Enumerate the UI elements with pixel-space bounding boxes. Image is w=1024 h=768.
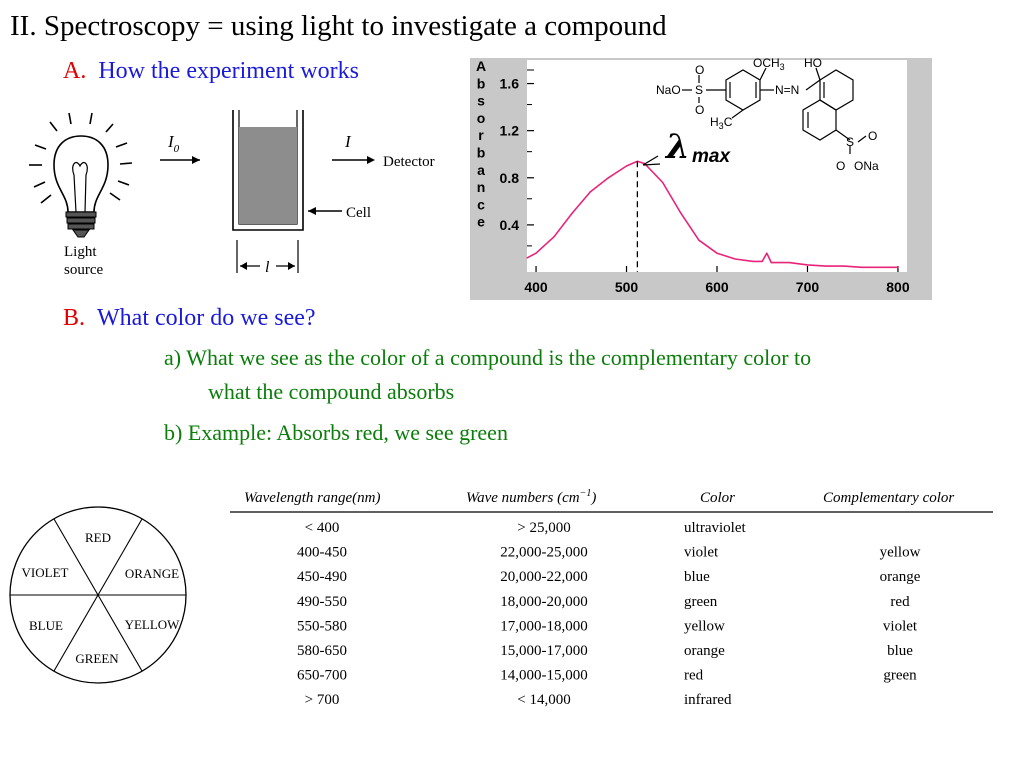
spectrum-point: [753, 261, 754, 262]
wheel-blue: BLUE: [29, 618, 63, 633]
table-cell: violet: [882, 618, 918, 635]
mol-ona: ONa: [854, 159, 879, 173]
mol-o1: O: [695, 63, 705, 77]
table-cell: violet: [684, 544, 719, 561]
spectrum-point: [879, 267, 880, 268]
y-axis-title-letter: o: [476, 109, 486, 126]
y-tick-label: 1.6: [499, 75, 519, 92]
table-cell: 20,000-22,000: [500, 569, 588, 586]
spectrum-point: [825, 266, 826, 267]
mol-azo: N=N: [775, 83, 800, 97]
table-header-color: Color: [700, 490, 736, 506]
y-axis-title-letter: b: [476, 75, 486, 92]
spectrum-point: [716, 253, 717, 254]
color-wheel: [0, 505, 210, 685]
table-header-wavenumbers: Wave numbers $(cm^{-1})$: [466, 488, 597, 506]
wheel-yellow: YELLOW: [124, 617, 180, 632]
table-cell: > 25,000: [517, 520, 571, 536]
spectrum-point: [554, 236, 555, 237]
y-axis-title-letter: s: [477, 92, 485, 109]
apparatus-diagram: [0, 95, 450, 285]
table-row: [297, 545, 921, 561]
spectrum-point: [662, 182, 663, 183]
section-b-letter: B.: [63, 305, 86, 331]
detector-label: Detector: [383, 154, 435, 170]
spectrum-point: [843, 266, 844, 267]
table-cell: 18,000-20,000: [500, 593, 588, 610]
x-tick-label: 700: [795, 279, 820, 295]
spectrum-point: [766, 253, 767, 254]
point-b: b) Example: Absorbs red, we see green: [164, 420, 508, 445]
y-tick-label: 1.2: [499, 122, 519, 139]
y-axis-title-letter: r: [478, 127, 484, 144]
table-cell: 22,000-25,000: [500, 544, 588, 561]
color-table: [228, 480, 998, 710]
spectrum-point: [807, 264, 808, 265]
spectrum-point: [897, 267, 898, 268]
spectrum-point: [626, 165, 627, 166]
spectrum-point: [590, 191, 591, 192]
cell-label: Cell: [346, 205, 371, 221]
spectrum-point: [861, 267, 862, 268]
table-cell: orange: [684, 643, 725, 659]
table-row: [305, 692, 732, 708]
light-source-label-1: Light: [64, 244, 97, 260]
table-cell: infrared: [684, 692, 732, 709]
y-axis-title-letter: a: [477, 161, 485, 178]
spectrum-point: [680, 213, 681, 214]
spectrum-point: [535, 253, 536, 254]
table-row: [297, 594, 910, 610]
table-cell: orange: [879, 569, 921, 586]
mol-s1: S: [695, 83, 704, 97]
mol-o4: O: [836, 159, 846, 173]
table-body: [297, 520, 921, 708]
y-axis-title-letter: n: [476, 179, 486, 196]
mol-s2: S: [846, 135, 855, 149]
table-cell: red: [890, 593, 910, 610]
table-row: [297, 643, 913, 659]
table-cell: 400-450: [297, 544, 347, 561]
table-cell: < 14,000: [517, 692, 571, 709]
section-b-text: What color do we see?: [97, 305, 316, 331]
table-cell: < 400: [304, 520, 340, 536]
section-a-heading: [63, 58, 359, 85]
wheel-orange: ORANGE: [124, 566, 180, 581]
section-a-text: How the experiment works: [98, 58, 359, 84]
table-row: [297, 668, 917, 684]
x-tick-label: 400: [524, 279, 548, 295]
table-cell: blue: [684, 569, 710, 586]
x-tick-label: 600: [705, 279, 729, 295]
y-axis-title: [476, 58, 486, 230]
spectrum-point: [789, 262, 790, 263]
table-row: [305, 520, 747, 536]
table-row: [297, 618, 918, 634]
cell-cuvette: [233, 110, 303, 230]
table-cell: green: [684, 593, 718, 610]
table-cell: > 700: [304, 692, 340, 709]
mol-ome: $OCH_3$: [753, 58, 785, 72]
wheel-red: RED: [85, 530, 111, 545]
point-a-line-1: a) What we see as the color of a compound is the complementary color to: [164, 345, 812, 370]
table-cell: 490-550: [297, 593, 347, 610]
table-cell: red: [684, 667, 704, 684]
light-bulb-icon: [29, 113, 132, 237]
spectrum-point: [771, 262, 772, 263]
table-header-wavelength: Wavelength range(nm): [244, 490, 381, 506]
table-cell: 14,000-15,000: [500, 667, 588, 684]
table-cell: yellow: [879, 544, 921, 561]
spectrum-point: [572, 213, 573, 214]
mol-h3c: $H_3C$: [710, 115, 733, 131]
spectrum-point: [762, 261, 763, 262]
spectrum-point: [608, 177, 609, 178]
y-axis-title-letter: c: [477, 196, 485, 213]
path-length-label: l: [265, 259, 270, 276]
wheel-green: GREEN: [75, 651, 119, 666]
slide-title: II. Spectroscopy = using light to investigate a compound: [10, 10, 667, 42]
table-cell: blue: [887, 643, 913, 659]
x-tick-label: 800: [886, 279, 910, 295]
table-cell: 17,000-18,000: [500, 618, 588, 635]
i-label: I: [345, 132, 351, 151]
section-b-heading: [63, 305, 316, 332]
wheel-violet: VIOLET: [21, 565, 69, 580]
table-header-complementary: Complementary color: [823, 490, 955, 506]
table-cell: 450-490: [297, 569, 347, 586]
table-cell: ultraviolet: [684, 520, 746, 536]
y-axis-title-letter: e: [477, 213, 485, 230]
spectrum-point: [698, 240, 699, 241]
table-cell: 15,000-17,000: [500, 643, 588, 659]
spectrum-point: [734, 258, 735, 259]
table-cell: yellow: [684, 618, 725, 635]
y-tick-label: 0.4: [499, 216, 519, 233]
mol-o3: O: [868, 129, 878, 143]
y-tick-label: 0.8: [499, 169, 519, 186]
section-a-letter: A.: [63, 58, 87, 84]
table-cell: 580-650: [297, 643, 347, 659]
y-axis-title-letter: b: [476, 144, 486, 161]
mol-nao: NaO: [656, 83, 681, 97]
table-cell: green: [883, 667, 917, 684]
x-tick-label: 500: [614, 279, 639, 295]
i0-label: $I_0$: [168, 132, 180, 155]
spectrum-point: [526, 257, 527, 258]
table-cell: 650-700: [297, 667, 347, 684]
lambda-max-subscript: max: [692, 146, 731, 167]
table-cell: 550-580: [297, 618, 347, 635]
table-row: [297, 569, 921, 585]
point-a-line-2: what the compound absorbs: [208, 379, 455, 404]
lambda-max-symbol: λ: [666, 127, 690, 167]
y-axis-title-letter: A: [475, 58, 487, 74]
mol-o2: O: [695, 103, 705, 117]
absorbance-spectrum: [470, 58, 932, 300]
light-source-label-2: source: [64, 262, 104, 278]
mol-ho: HO: [804, 58, 822, 70]
